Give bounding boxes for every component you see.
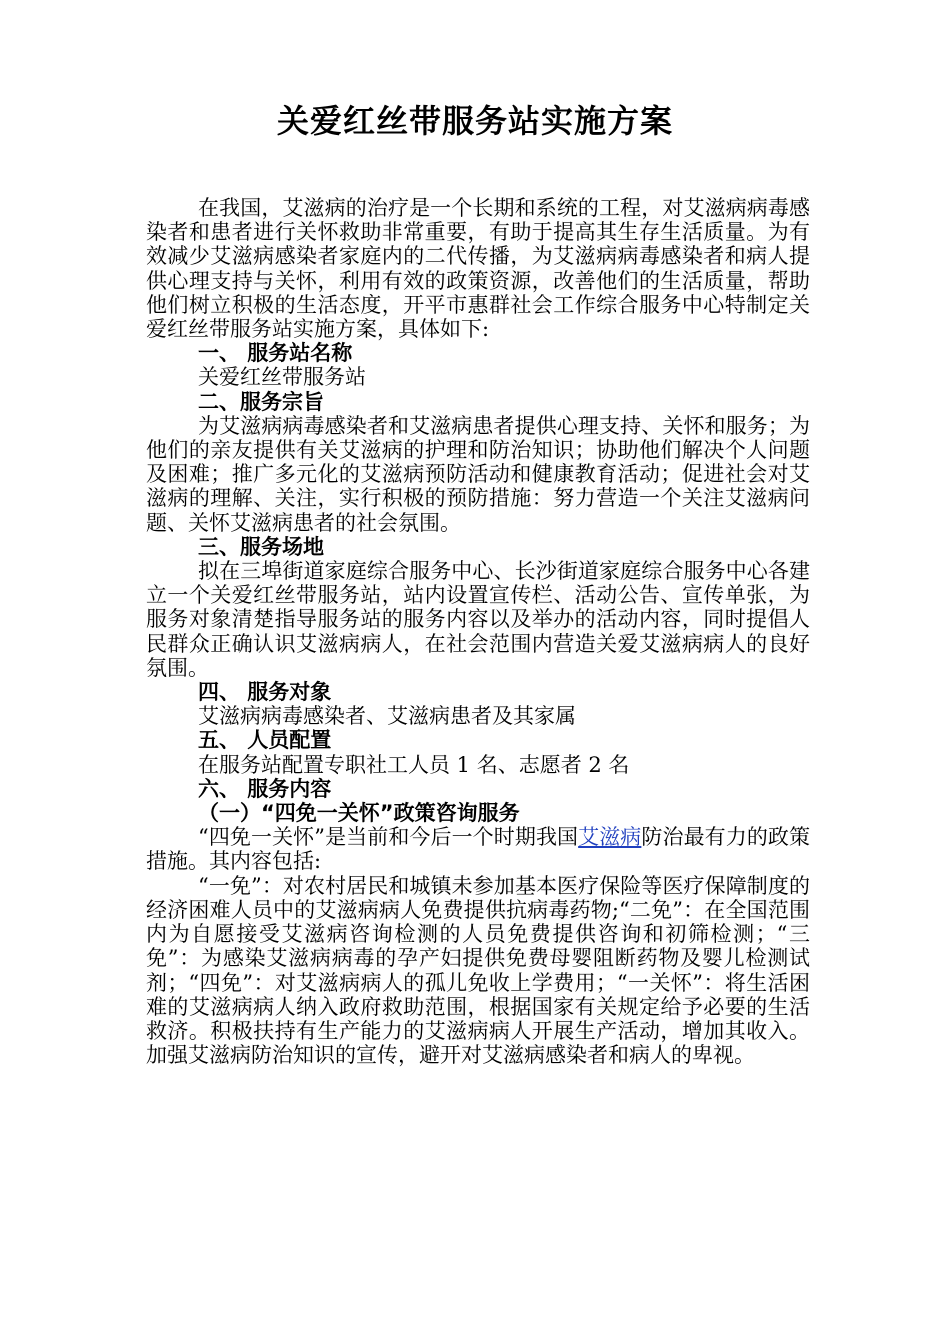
staffing-text: 在服务站配置专职社工人员 1 名、志愿者 2 名 bbox=[198, 752, 630, 777]
subsection-heading-policy: （一）“四免一关怀”政策咨询服务 bbox=[198, 801, 520, 826]
aids-link[interactable]: 艾滋病 bbox=[578, 825, 642, 850]
section-heading-purpose: 二、服务宗旨 bbox=[198, 389, 324, 414]
section-heading-venue: 三、服务场地 bbox=[198, 534, 324, 559]
section-heading-content: 六、 服务内容 bbox=[198, 776, 332, 801]
document-title: 关爱红丝带服务站实施方案 bbox=[276, 102, 673, 140]
station-name-text: 关爱红丝带服务站 bbox=[198, 365, 366, 390]
section-heading-station-name: 一、 服务站名称 bbox=[198, 341, 353, 366]
section-heading-target: 四、 服务对象 bbox=[198, 680, 332, 705]
policy-paragraph-1 bbox=[146, 825, 810, 873]
policy-paragraph-2: “一免”：对农村居民和城镇未参加基本医疗保险等医疗保障制度的经济困难人员中的艾滋病病人免费提供抗病毒药物;“二免”：在全国范围内为自愿接受艾滋病咨询检测的人员免费提供咨询和初筛检测；“三免”：为感染艾滋病病毒的孕产妇提供免费母婴阻断药物及婴儿检测试剂；“四免”：对艾滋病病人的孤儿免收上学费用；“一关怀”：将生活困难的艾滋病病人纳入政府救助范围，根据国家有关规定给予必要的生活救济。积极扶持有生产能力的艾滋病病人开展生产活动，增加其收入。加强艾滋病防治知识的宣传，避开对艾滋病感染者和病人的卑视。 bbox=[146, 873, 810, 1068]
policy-text-before-link: “四免一关怀”是当前和今后一个时期我国 bbox=[198, 825, 579, 850]
policy-text-after-link: 防治最有力的政策措施。其内容包括: bbox=[146, 825, 810, 874]
section-heading-staffing: 五、 人员配置 bbox=[198, 728, 332, 753]
purpose-paragraph: 为艾滋病病毒感染者和艾滋病患者提供心理支持、关怀和服务；为他们的亲友提供有关艾滋病的护理和防治知识；协助他们解决个人问题及困难；推广多元化的艾滋病预防活动和健康教育活动；促进社会对艾滋病的理解、关注，实行积极的预防措施：努力营造一个关注艾滋病问题、关怀艾滋病患者的社会氛围。 bbox=[146, 413, 810, 535]
venue-paragraph: 拟在三埠街道家庭综合服务中心、长沙街道家庭综合服务中心各建立一个关爱红丝带服务站，站内设置宣传栏、活动公告、宣传单张，为服务对象清楚指导服务站的服务内容以及举办的活动内容，同时提倡人民群众正确认识艾滋病病人，在社会范围内营造关爱艾滋病病人的良好氛围。 bbox=[146, 559, 810, 680]
target-text: 艾滋病病毒感染者、艾滋病患者及其家属 bbox=[198, 704, 576, 729]
document-body bbox=[146, 196, 810, 1067]
intro-paragraph: 在我国，艾滋病的治疗是一个长期和系统的工程，对艾滋病病毒感染者和患者进行关怀救助非常重要，有助于提高其生存生活质量。为有效减少艾滋病感染者家庭内的二代传播，为艾滋病病毒感染者和病人提供心理支持与关怀，利用有效的政策资源，改善他们的生活质量，帮助他们树立积极的生活态度，开平市惠群社会工作综合服务中心特制定关爱红丝带服务站实施方案，具体如下: bbox=[146, 196, 810, 342]
